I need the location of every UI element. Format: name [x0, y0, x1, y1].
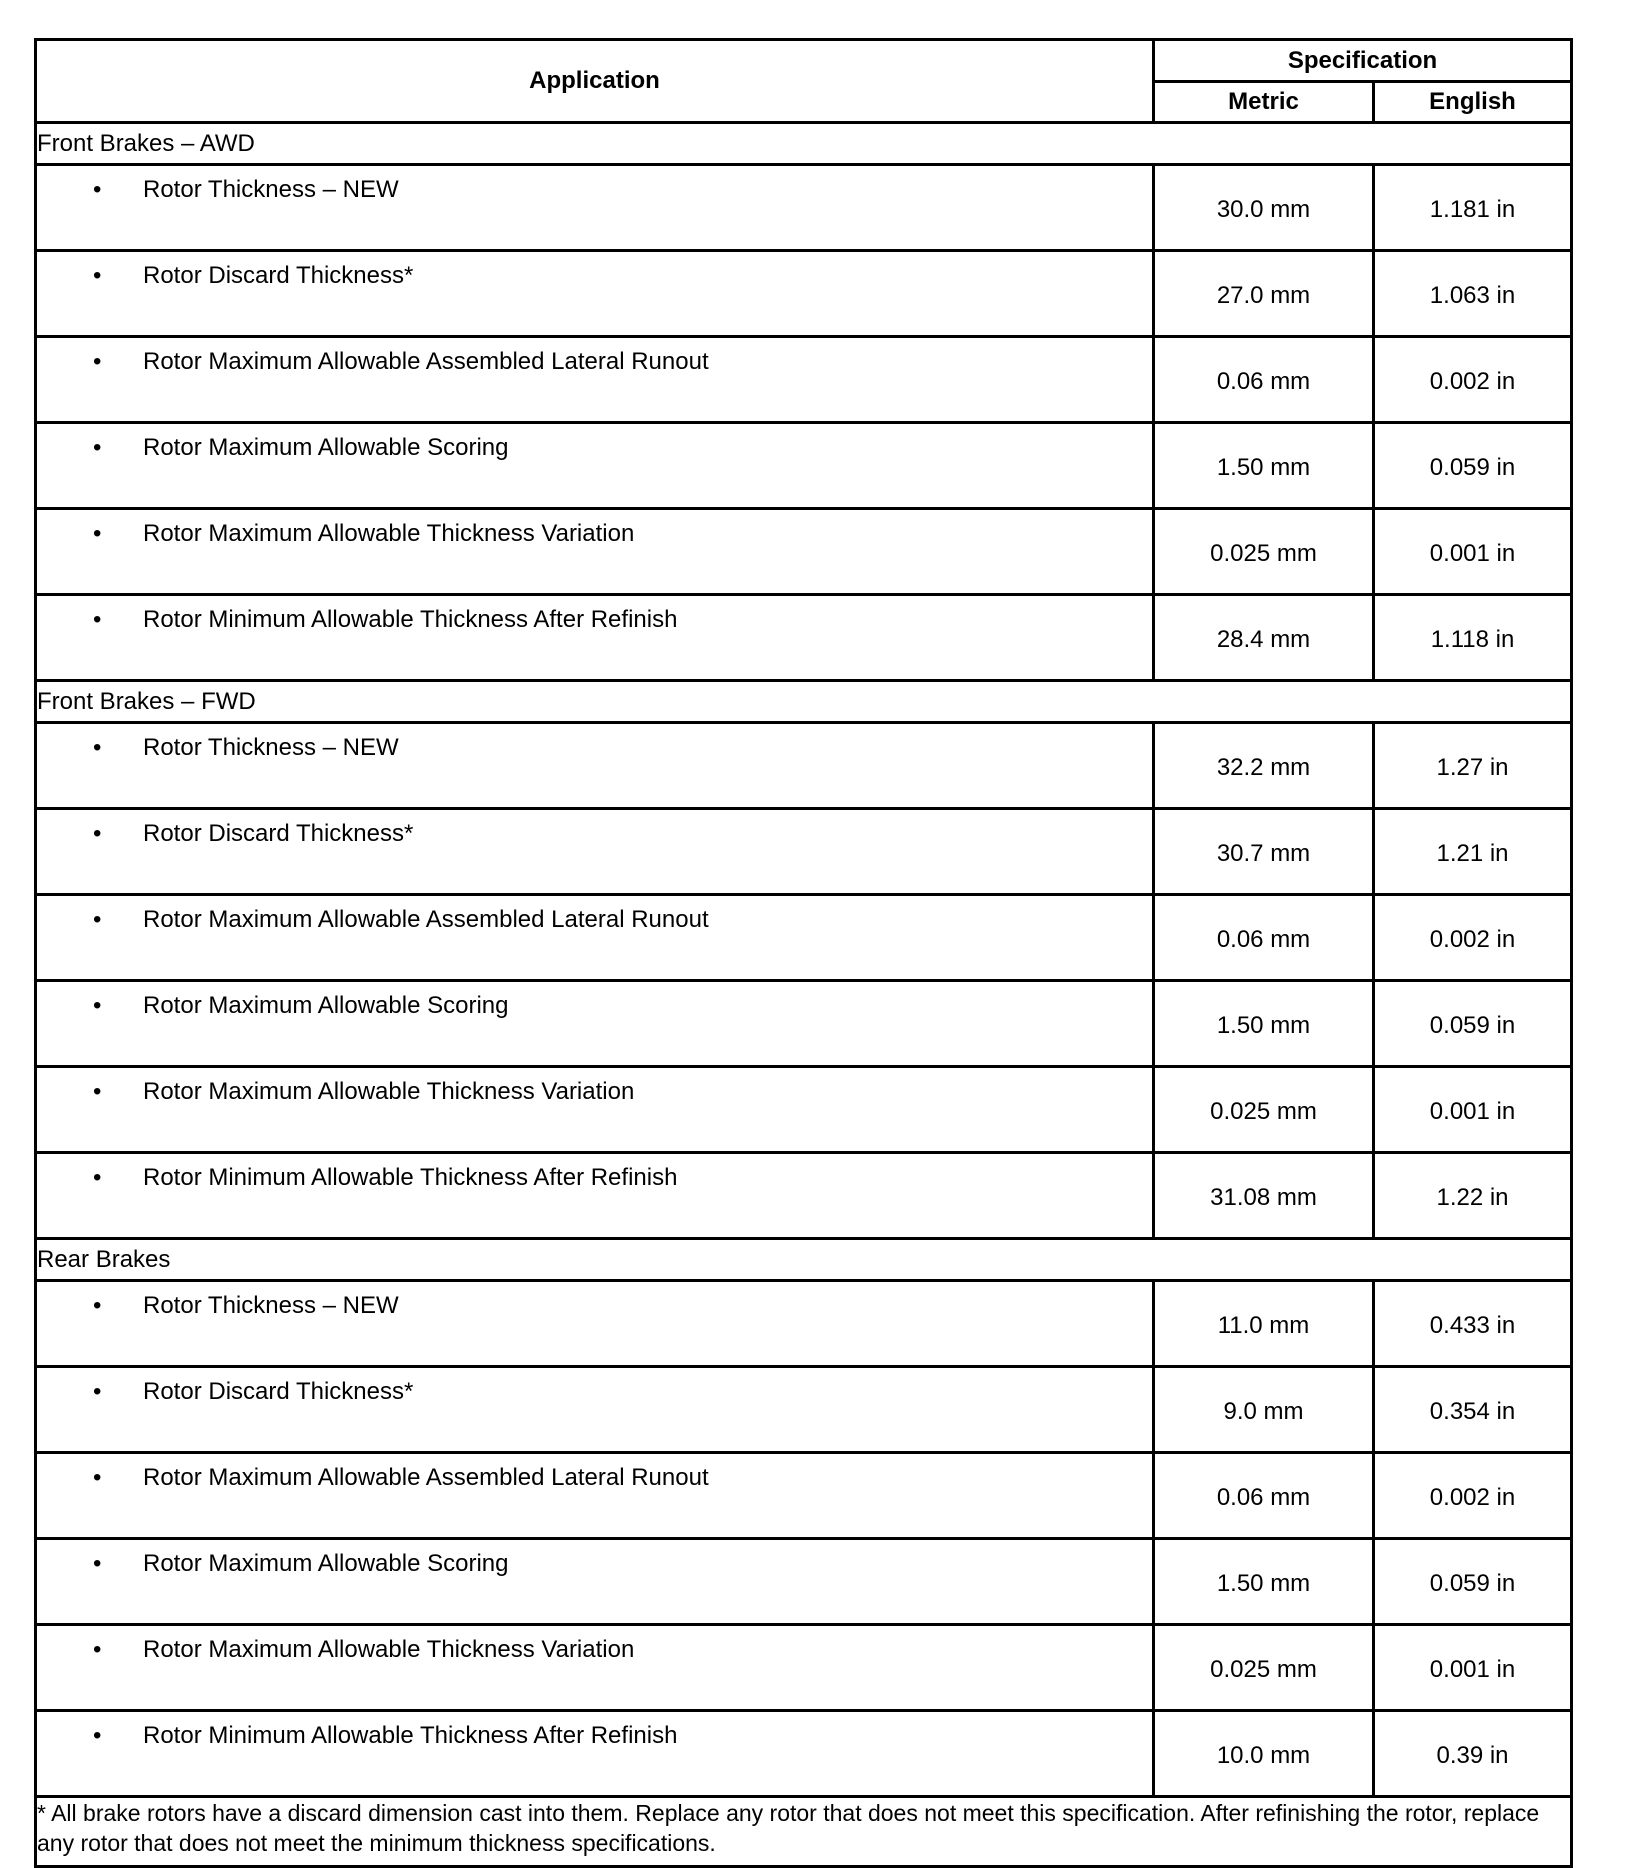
header-english: English: [1374, 82, 1572, 123]
application-cell: [36, 1153, 1154, 1239]
bullet-icon: •: [93, 1636, 102, 1663]
application-cell: [36, 1539, 1154, 1625]
application-cell: [36, 1067, 1154, 1153]
metric-value: 32.2 mm: [1154, 723, 1374, 809]
header-row-top: [36, 40, 1572, 82]
metric-value: 0.025 mm: [1154, 1625, 1374, 1711]
application-cell: [36, 1625, 1154, 1711]
bullet-icon: •: [93, 1292, 102, 1319]
english-value: 0.39 in: [1374, 1711, 1572, 1797]
metric-value: 9.0 mm: [1154, 1367, 1374, 1453]
application-cell: [36, 895, 1154, 981]
row-label: Rotor Thickness – NEW: [143, 734, 399, 761]
row-label: Rotor Maximum Allowable Scoring: [143, 992, 509, 1019]
row-label: Rotor Discard Thickness*: [143, 820, 414, 847]
row-label: Rotor Maximum Allowable Thickness Variation: [143, 520, 635, 547]
english-value: 1.063 in: [1374, 251, 1572, 337]
table-row: [36, 509, 1572, 595]
bullet-icon: •: [93, 606, 102, 633]
english-value: 0.059 in: [1374, 1539, 1572, 1625]
english-value: 0.002 in: [1374, 895, 1572, 981]
application-cell: [36, 723, 1154, 809]
application-cell: [36, 509, 1154, 595]
footnote-text: * All brake rotors have a discard dimension cast into them. Replace any rotor that does not meet this specification. After refinishing the rotor, replace any rotor that does not meet the minimum thickness specifications.: [36, 1797, 1572, 1867]
bullet-icon: •: [93, 1378, 102, 1405]
bullet-icon: •: [93, 992, 102, 1019]
table-row: [36, 165, 1572, 251]
metric-value: 30.0 mm: [1154, 165, 1374, 251]
bullet-icon: •: [93, 734, 102, 761]
application-cell: [36, 1281, 1154, 1367]
table-row: [36, 723, 1572, 809]
english-value: 0.001 in: [1374, 1067, 1572, 1153]
row-label: Rotor Minimum Allowable Thickness After Refinish: [143, 606, 678, 633]
english-value: 1.181 in: [1374, 165, 1572, 251]
english-value: 1.22 in: [1374, 1153, 1572, 1239]
row-label: Rotor Minimum Allowable Thickness After Refinish: [143, 1164, 678, 1191]
row-label: Rotor Maximum Allowable Thickness Variation: [143, 1636, 635, 1663]
bullet-icon: •: [93, 820, 102, 847]
table-header: [36, 40, 1572, 123]
english-value: 0.002 in: [1374, 337, 1572, 423]
application-cell: [36, 337, 1154, 423]
footnote-row: [36, 1797, 1572, 1867]
table-row: [36, 1367, 1572, 1453]
metric-value: 0.06 mm: [1154, 337, 1374, 423]
header-specification: Specification: [1154, 40, 1572, 82]
row-label: Rotor Maximum Allowable Scoring: [143, 434, 509, 461]
application-cell: [36, 165, 1154, 251]
row-label: Rotor Maximum Allowable Thickness Variation: [143, 1078, 635, 1105]
metric-value: 0.06 mm: [1154, 895, 1374, 981]
metric-value: 0.025 mm: [1154, 509, 1374, 595]
table-row: [36, 1281, 1572, 1367]
metric-value: 0.025 mm: [1154, 1067, 1374, 1153]
english-value: 0.001 in: [1374, 1625, 1572, 1711]
row-label: Rotor Maximum Allowable Assembled Lateral Runout: [143, 348, 709, 375]
section-row: [36, 681, 1572, 723]
bullet-icon: •: [93, 262, 102, 289]
metric-value: 1.50 mm: [1154, 423, 1374, 509]
bullet-icon: •: [93, 1164, 102, 1191]
application-cell: [36, 1453, 1154, 1539]
brake-rotor-spec-table: [34, 38, 1573, 1868]
row-label: Rotor Maximum Allowable Scoring: [143, 1550, 509, 1577]
row-label: Rotor Maximum Allowable Assembled Lateral Runout: [143, 1464, 709, 1491]
row-label: Rotor Discard Thickness*: [143, 1378, 414, 1405]
english-value: 0.354 in: [1374, 1367, 1572, 1453]
bullet-icon: •: [93, 434, 102, 461]
bullet-icon: •: [93, 1464, 102, 1491]
metric-value: 28.4 mm: [1154, 595, 1374, 681]
section-row: [36, 123, 1572, 165]
table-row: [36, 595, 1572, 681]
table-row: [36, 251, 1572, 337]
row-label: Rotor Thickness – NEW: [143, 1292, 399, 1319]
application-cell: [36, 251, 1154, 337]
table-row: [36, 1453, 1572, 1539]
section-title: Rear Brakes: [36, 1239, 1572, 1281]
row-label: Rotor Maximum Allowable Assembled Lateral Runout: [143, 906, 709, 933]
bullet-icon: •: [93, 520, 102, 547]
table-row: [36, 1153, 1572, 1239]
application-cell: [36, 1711, 1154, 1797]
english-value: 0.001 in: [1374, 509, 1572, 595]
application-cell: [36, 595, 1154, 681]
english-value: 0.002 in: [1374, 1453, 1572, 1539]
metric-value: 1.50 mm: [1154, 1539, 1374, 1625]
table-body: [36, 123, 1572, 1867]
table-row: [36, 1539, 1572, 1625]
section-title: Front Brakes – FWD: [36, 681, 1572, 723]
english-value: 0.059 in: [1374, 981, 1572, 1067]
table-row: [36, 1625, 1572, 1711]
english-value: 0.059 in: [1374, 423, 1572, 509]
bullet-icon: •: [93, 1722, 102, 1749]
application-cell: [36, 423, 1154, 509]
application-cell: [36, 981, 1154, 1067]
table-row: [36, 423, 1572, 509]
application-cell: [36, 809, 1154, 895]
english-value: 0.433 in: [1374, 1281, 1572, 1367]
metric-value: 11.0 mm: [1154, 1281, 1374, 1367]
row-label: Rotor Minimum Allowable Thickness After Refinish: [143, 1722, 678, 1749]
bullet-icon: •: [93, 1550, 102, 1577]
metric-value: 0.06 mm: [1154, 1453, 1374, 1539]
english-value: 1.21 in: [1374, 809, 1572, 895]
application-cell: [36, 1367, 1154, 1453]
bullet-icon: •: [93, 906, 102, 933]
row-label: Rotor Discard Thickness*: [143, 262, 414, 289]
section-title: Front Brakes – AWD: [36, 123, 1572, 165]
table-row: [36, 809, 1572, 895]
bullet-icon: •: [93, 348, 102, 375]
row-label: Rotor Thickness – NEW: [143, 176, 399, 203]
metric-value: 30.7 mm: [1154, 809, 1374, 895]
english-value: 1.27 in: [1374, 723, 1572, 809]
table-row: [36, 337, 1572, 423]
table-row: [36, 1067, 1572, 1153]
header-application: Application: [36, 40, 1154, 123]
bullet-icon: •: [93, 1078, 102, 1105]
table-row: [36, 1711, 1572, 1797]
metric-value: 31.08 mm: [1154, 1153, 1374, 1239]
metric-value: 1.50 mm: [1154, 981, 1374, 1067]
bullet-icon: •: [93, 176, 102, 203]
metric-value: 10.0 mm: [1154, 1711, 1374, 1797]
header-metric: Metric: [1154, 82, 1374, 123]
english-value: 1.118 in: [1374, 595, 1572, 681]
table-row: [36, 895, 1572, 981]
table-row: [36, 981, 1572, 1067]
metric-value: 27.0 mm: [1154, 251, 1374, 337]
section-row: [36, 1239, 1572, 1281]
